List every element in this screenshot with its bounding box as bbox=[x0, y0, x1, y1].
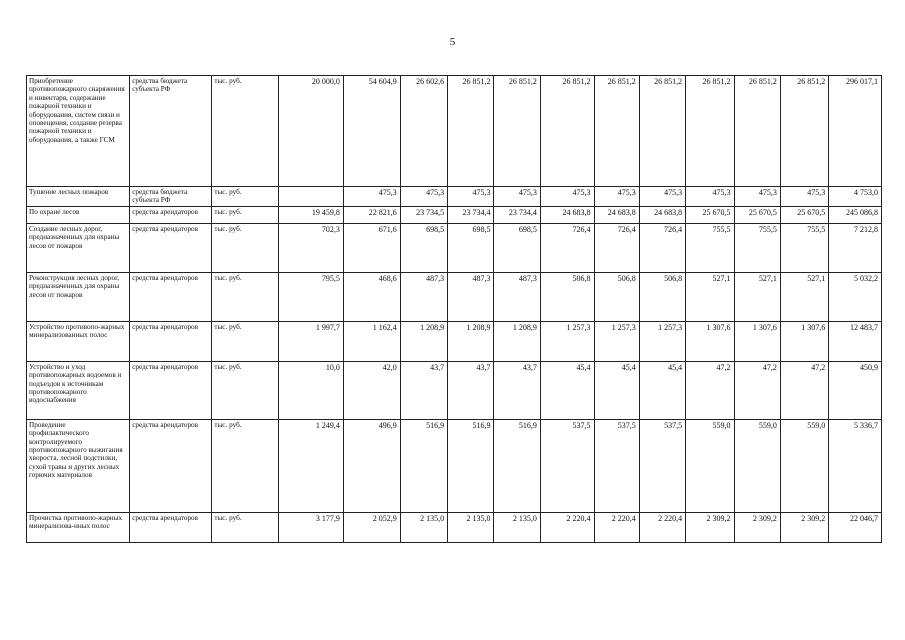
value-cell: 43,7 bbox=[448, 361, 494, 419]
value-cell: 487,3 bbox=[494, 272, 540, 321]
value-cell: 26 851,2 bbox=[686, 76, 734, 187]
value-cell: 19 459,8 bbox=[278, 206, 343, 223]
value-cell: 475,3 bbox=[686, 187, 734, 207]
value-cell: 698,5 bbox=[494, 223, 540, 272]
value-cell: 23 734,4 bbox=[494, 206, 540, 223]
activity-name-cell: Проведение профилактического контролируемого противопожарного выжигания хвороста, лесной подстилки, сухой травы и других лесных горючих материалов bbox=[27, 419, 130, 512]
value-cell: 1 997,7 bbox=[278, 321, 343, 361]
total-cell: 5 336,7 bbox=[829, 419, 882, 512]
value-cell: 527,1 bbox=[780, 272, 828, 321]
value-cell: 726,4 bbox=[540, 223, 594, 272]
table-row bbox=[27, 512, 882, 542]
value-cell: 25 670,5 bbox=[686, 206, 734, 223]
funding-source-cell: средства арендаторов bbox=[130, 272, 212, 321]
total-cell: 12 483,7 bbox=[829, 321, 882, 361]
value-cell: 559,0 bbox=[686, 419, 734, 512]
total-cell: 450,9 bbox=[829, 361, 882, 419]
value-cell: 23 734,5 bbox=[400, 206, 447, 223]
activity-name-cell: Создание лесных дорог, предназначенных для охраны лесов от пожаров bbox=[27, 223, 130, 272]
value-cell: 2 135,0 bbox=[400, 512, 447, 542]
value-cell: 475,3 bbox=[448, 187, 494, 207]
unit-cell: тыс. руб. bbox=[212, 321, 278, 361]
value-cell: 47,2 bbox=[780, 361, 828, 419]
value-cell: 527,1 bbox=[734, 272, 780, 321]
value-cell: 47,2 bbox=[734, 361, 780, 419]
value-cell: 559,0 bbox=[734, 419, 780, 512]
value-cell: 25 670,5 bbox=[734, 206, 780, 223]
value-cell bbox=[278, 187, 343, 207]
activity-name-cell: По охране лесов bbox=[27, 206, 130, 223]
funding-source-cell: средства арендаторов bbox=[130, 361, 212, 419]
activity-name-cell: Реконструкция лесных дорог, предназначенных для охраны лесов от пожаров bbox=[27, 272, 130, 321]
value-cell: 698,5 bbox=[400, 223, 447, 272]
value-cell: 1 249,4 bbox=[278, 419, 343, 512]
table-row bbox=[27, 272, 882, 321]
activity-name-cell: Прочистка противопо-жарных минерализова-нных полос bbox=[27, 512, 130, 542]
value-cell: 475,3 bbox=[734, 187, 780, 207]
unit-cell: тыс. руб. bbox=[212, 419, 278, 512]
table-row bbox=[27, 223, 882, 272]
value-cell: 10,0 bbox=[278, 361, 343, 419]
value-cell: 516,9 bbox=[448, 419, 494, 512]
funding-source-cell: средства бюджета субъекта РФ bbox=[130, 76, 212, 187]
value-cell: 475,3 bbox=[494, 187, 540, 207]
value-cell: 26 851,2 bbox=[448, 76, 494, 187]
value-cell: 1 307,6 bbox=[780, 321, 828, 361]
value-cell: 506,8 bbox=[540, 272, 594, 321]
value-cell: 24 683,8 bbox=[639, 206, 685, 223]
total-cell: 7 212,8 bbox=[829, 223, 882, 272]
value-cell: 1 208,9 bbox=[448, 321, 494, 361]
table-row bbox=[27, 419, 882, 512]
value-cell: 475,3 bbox=[343, 187, 400, 207]
value-cell: 516,9 bbox=[494, 419, 540, 512]
unit-cell: тыс. руб. bbox=[212, 272, 278, 321]
activity-name-cell: Тушение лесных пожаров bbox=[27, 187, 130, 207]
funding-source-cell: средства арендаторов bbox=[130, 206, 212, 223]
value-cell: 3 177,9 bbox=[278, 512, 343, 542]
table-row bbox=[27, 361, 882, 419]
value-cell: 1 208,9 bbox=[400, 321, 447, 361]
value-cell: 487,3 bbox=[448, 272, 494, 321]
unit-cell: тыс. руб. bbox=[212, 223, 278, 272]
value-cell: 702,3 bbox=[278, 223, 343, 272]
value-cell: 45,4 bbox=[639, 361, 685, 419]
value-cell: 26 851,2 bbox=[540, 76, 594, 187]
funding-source-cell: средства арендаторов bbox=[130, 223, 212, 272]
value-cell: 475,3 bbox=[400, 187, 447, 207]
value-cell: 1 257,3 bbox=[540, 321, 594, 361]
value-cell: 475,3 bbox=[540, 187, 594, 207]
unit-cell: тыс. руб. bbox=[212, 76, 278, 187]
value-cell: 25 670,5 bbox=[780, 206, 828, 223]
value-cell: 2 220,4 bbox=[540, 512, 594, 542]
table-row bbox=[27, 187, 882, 207]
total-cell: 4 753,0 bbox=[829, 187, 882, 207]
budget-table bbox=[26, 75, 882, 543]
unit-cell: тыс. руб. bbox=[212, 206, 278, 223]
value-cell: 468,6 bbox=[343, 272, 400, 321]
value-cell: 2 309,2 bbox=[686, 512, 734, 542]
value-cell: 475,3 bbox=[780, 187, 828, 207]
funding-source-cell: средства арендаторов bbox=[130, 321, 212, 361]
value-cell: 22 821,6 bbox=[343, 206, 400, 223]
activity-name-cell: Устройство и уход противопожарных водоемов и подъездов к источникам противопожарного водоснабжения bbox=[27, 361, 130, 419]
page-number: 5 bbox=[449, 36, 456, 48]
value-cell: 506,8 bbox=[639, 272, 685, 321]
value-cell: 2 309,2 bbox=[780, 512, 828, 542]
value-cell: 2 220,4 bbox=[594, 512, 639, 542]
value-cell: 26 851,2 bbox=[734, 76, 780, 187]
total-cell: 22 046,7 bbox=[829, 512, 882, 542]
value-cell: 537,5 bbox=[540, 419, 594, 512]
value-cell: 527,1 bbox=[686, 272, 734, 321]
value-cell: 2 135,0 bbox=[494, 512, 540, 542]
value-cell: 1 257,3 bbox=[639, 321, 685, 361]
unit-cell: тыс. руб. bbox=[212, 361, 278, 419]
value-cell: 2 309,2 bbox=[734, 512, 780, 542]
value-cell: 23 734,4 bbox=[448, 206, 494, 223]
value-cell: 698,5 bbox=[448, 223, 494, 272]
value-cell: 43,7 bbox=[400, 361, 447, 419]
value-cell: 559,0 bbox=[780, 419, 828, 512]
value-cell: 487,3 bbox=[400, 272, 447, 321]
value-cell: 2 220,4 bbox=[639, 512, 685, 542]
value-cell: 516,9 bbox=[400, 419, 447, 512]
value-cell: 26 851,2 bbox=[780, 76, 828, 187]
value-cell: 24 683,8 bbox=[594, 206, 639, 223]
table-row bbox=[27, 76, 882, 187]
value-cell: 506,8 bbox=[594, 272, 639, 321]
value-cell: 45,4 bbox=[594, 361, 639, 419]
value-cell: 26 851,2 bbox=[594, 76, 639, 187]
value-cell: 726,4 bbox=[594, 223, 639, 272]
funding-source-cell: средства арендаторов bbox=[130, 512, 212, 542]
value-cell: 726,4 bbox=[639, 223, 685, 272]
value-cell: 1 307,6 bbox=[734, 321, 780, 361]
unit-cell: тыс. руб. bbox=[212, 187, 278, 207]
value-cell: 26 851,2 bbox=[494, 76, 540, 187]
value-cell: 475,3 bbox=[639, 187, 685, 207]
funding-source-cell: средства арендаторов bbox=[130, 419, 212, 512]
activity-name-cell: Устройство противопо-жарных минерализованных полос bbox=[27, 321, 130, 361]
value-cell: 496,9 bbox=[343, 419, 400, 512]
value-cell: 475,3 bbox=[594, 187, 639, 207]
table-row bbox=[27, 321, 882, 361]
value-cell: 42,0 bbox=[343, 361, 400, 419]
total-cell: 296 017,1 bbox=[829, 76, 882, 187]
value-cell: 671,6 bbox=[343, 223, 400, 272]
value-cell: 1 257,3 bbox=[594, 321, 639, 361]
value-cell: 795,5 bbox=[278, 272, 343, 321]
value-cell: 26 851,2 bbox=[639, 76, 685, 187]
value-cell: 47,2 bbox=[686, 361, 734, 419]
total-cell: 5 032,2 bbox=[829, 272, 882, 321]
unit-cell: тыс. руб. bbox=[212, 512, 278, 542]
value-cell: 537,5 bbox=[639, 419, 685, 512]
value-cell: 755,5 bbox=[686, 223, 734, 272]
value-cell: 537,5 bbox=[594, 419, 639, 512]
value-cell: 2 135,0 bbox=[448, 512, 494, 542]
value-cell: 26 602,6 bbox=[400, 76, 447, 187]
value-cell: 24 683,8 bbox=[540, 206, 594, 223]
value-cell: 1 307,6 bbox=[686, 321, 734, 361]
table-row bbox=[27, 206, 882, 223]
funding-source-cell: средства бюджета субъекта РФ bbox=[130, 187, 212, 207]
value-cell: 20 000,0 bbox=[278, 76, 343, 187]
value-cell: 755,5 bbox=[734, 223, 780, 272]
value-cell: 54 604,9 bbox=[343, 76, 400, 187]
value-cell: 2 052,9 bbox=[343, 512, 400, 542]
value-cell: 1 208,9 bbox=[494, 321, 540, 361]
activity-name-cell: Приобретение противопожарного снаряжения и инвентаря, содержание пожарной техники и оборудования, систем связи и оповещения, создание резерва пожарной техники и оборудования, а также ГСМ bbox=[27, 76, 130, 187]
value-cell: 45,4 bbox=[540, 361, 594, 419]
value-cell: 755,5 bbox=[780, 223, 828, 272]
total-cell: 245 086,8 bbox=[829, 206, 882, 223]
value-cell: 1 162,4 bbox=[343, 321, 400, 361]
value-cell: 43,7 bbox=[494, 361, 540, 419]
